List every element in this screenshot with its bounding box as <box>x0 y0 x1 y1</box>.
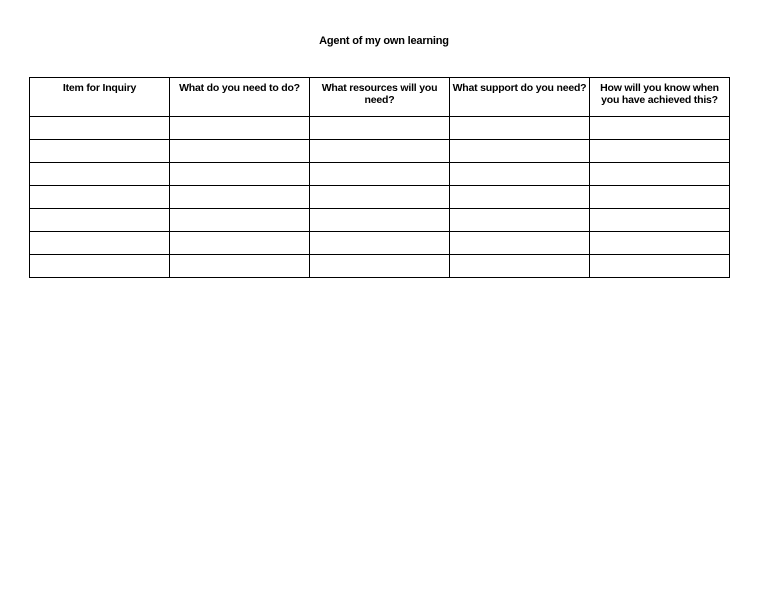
table-cell <box>450 255 590 278</box>
table-cell <box>310 140 450 163</box>
header-resources: What resources will you need? <box>310 78 450 117</box>
table-row <box>30 140 730 163</box>
table-cell <box>310 232 450 255</box>
table-cell <box>170 163 310 186</box>
header-what-to-do: What do you need to do? <box>170 78 310 117</box>
table-cell <box>590 186 730 209</box>
header-achievement: How will you know when you have achieved this? <box>590 78 730 117</box>
table-cell <box>590 209 730 232</box>
table-cell <box>310 163 450 186</box>
table-cell <box>170 209 310 232</box>
table-row <box>30 163 730 186</box>
table-cell <box>170 117 310 140</box>
table-cell <box>450 163 590 186</box>
table-cell <box>310 255 450 278</box>
table-cell <box>30 117 170 140</box>
table-body <box>30 117 730 278</box>
table-cell <box>590 117 730 140</box>
table-row <box>30 117 730 140</box>
inquiry-table <box>29 77 730 278</box>
table-cell <box>450 186 590 209</box>
header-support: What support do you need? <box>450 78 590 117</box>
table-cell <box>590 232 730 255</box>
table-cell <box>30 140 170 163</box>
table-cell <box>450 209 590 232</box>
table-cell <box>170 140 310 163</box>
table-cell <box>590 255 730 278</box>
table-row <box>30 255 730 278</box>
table-header <box>30 78 730 117</box>
table-cell <box>310 209 450 232</box>
table-cell <box>170 232 310 255</box>
table-cell <box>170 186 310 209</box>
table-cell <box>450 140 590 163</box>
table-row <box>30 186 730 209</box>
table-cell <box>30 186 170 209</box>
table-cell <box>310 117 450 140</box>
table-cell <box>590 163 730 186</box>
table-cell <box>450 117 590 140</box>
table-cell <box>30 209 170 232</box>
header-item-for-inquiry: Item for Inquiry <box>30 78 170 117</box>
table-row <box>30 232 730 255</box>
table-cell <box>590 140 730 163</box>
page-title: Agent of my own learning <box>319 35 449 47</box>
table-cell <box>170 255 310 278</box>
table-cell <box>310 186 450 209</box>
table-row <box>30 209 730 232</box>
header-row <box>30 78 730 117</box>
table-cell <box>30 255 170 278</box>
table-cell <box>30 163 170 186</box>
table-cell <box>450 232 590 255</box>
table-cell <box>30 232 170 255</box>
